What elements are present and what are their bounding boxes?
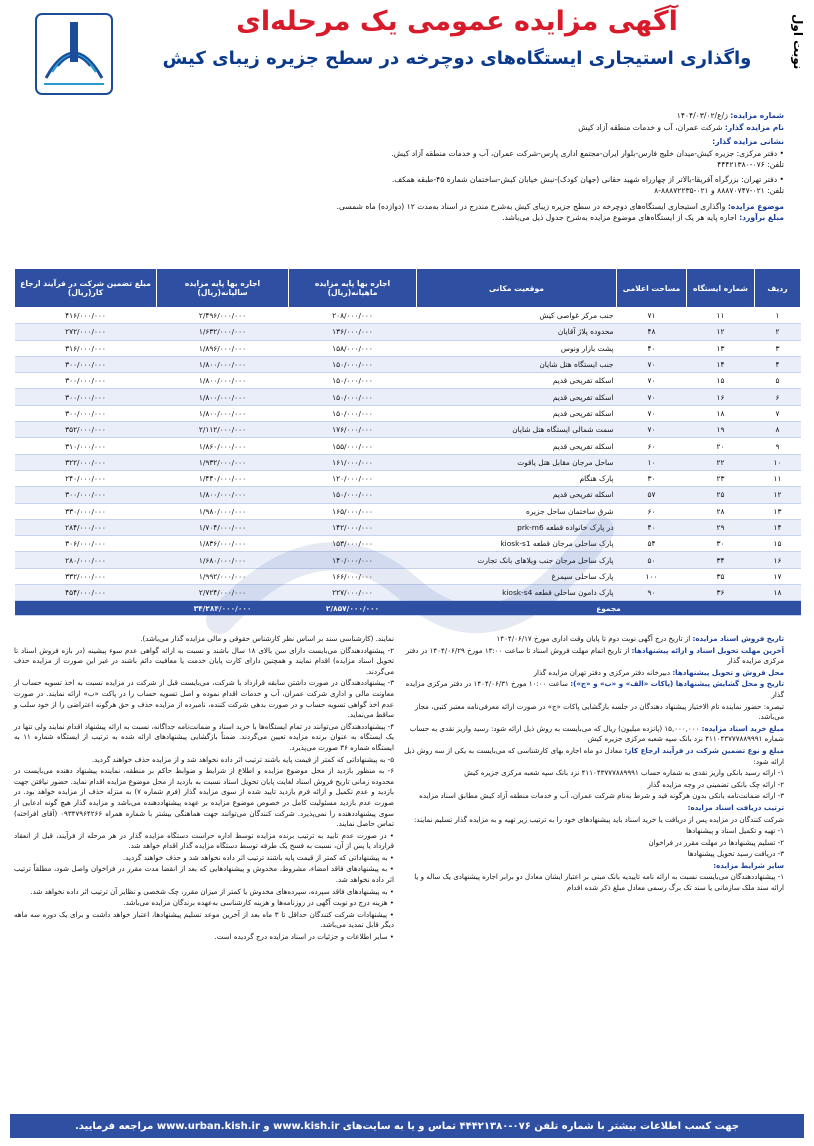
guarantee-amount-cell: ۲۷۲/۰۰۰/۰۰۰	[15, 324, 157, 340]
annual-rent-cell: ۱/۹۹۲/۰۰۰/۰۰۰	[157, 568, 289, 584]
area-cell: ۷۰	[617, 373, 687, 389]
station-number-cell: ۱۶	[687, 389, 755, 405]
area-cell: ۴۸	[617, 324, 687, 340]
auction-number: ز/ع/۱۴۰۴/۰۳/۰۲	[676, 111, 728, 120]
estimate-label: مبلغ برآورد:	[739, 213, 784, 222]
area-cell: ۱۰۰	[617, 568, 687, 584]
term-7: • در صورت عدم تایید به ترتیب برنده مزایده توسط اداره حراست دستگاه مزایده گذار در هر مرحله از فرآیند، قبل از انعقاد قرارداد یا پس از آن، نسبت به فسخ یک طرفه توسط دستگاه مزایده گذار اقدام خواهد شد.	[14, 830, 394, 851]
row-number-cell: ۱۴	[755, 519, 801, 535]
page-title: آگهی مزایده عمومی یک مرحله‌ای	[236, 6, 678, 37]
station-number-cell: ۲۹	[687, 519, 755, 535]
table-header-cell: اجاره بها پایه مزایده ماهیانه(ریال)	[289, 269, 417, 308]
row-number-cell: ۱۶	[755, 552, 801, 568]
annual-rent-cell: ۱/۹۳۲/۰۰۰/۰۰۰	[157, 454, 289, 470]
table-header-cell: مبلغ تضمین شرکت در فرآیند ارجاع کار(ریال)	[15, 269, 157, 308]
tehran-office-address: • دفتر تهران: بزرگراه آفریقا-بالاتر از چهارراه شهید حقانی (جهان کودک)-نبش خیابان کیش-ساختمان شماره ۴۵-طبقه همکف.	[391, 174, 784, 184]
table-header-cell: اجاره بها پایه مزایده سالیانه(ریال)	[157, 269, 289, 308]
station-number-cell: ۱۲	[687, 324, 755, 340]
table-row	[15, 389, 801, 405]
other-terms-1: ۱- پیشنهاددهندگان می‌بایست نسبت به ارائه نامه تاییدیه بانک مبنی بر اعتبار ایشان معادل دو برابر اجاره پیشنهادی یک ساله و یا ارائه سند ملک سازمانی یا سند تک برگ رسمی معادل مبلغ ذکر شده اقدام	[414, 872, 784, 893]
monthly-rent-cell: ۱۵۸/۰۰۰/۰۰۰	[289, 340, 417, 356]
table-row	[15, 405, 801, 421]
auctioneer-label: نام مزایده گذار:	[724, 122, 784, 132]
location-cell: اسکله تفریحی قدیم	[417, 405, 617, 421]
row-number-cell: ۱۱	[755, 470, 801, 486]
monthly-rent-cell: ۲۰۸/۰۰۰/۰۰۰	[289, 308, 417, 324]
area-cell: ۶۰	[617, 503, 687, 519]
monthly-rent-cell: ۱۶۵/۰۰۰/۰۰۰	[289, 503, 417, 519]
monthly-rent-cell: ۱۵۵/۰۰۰/۰۰۰	[289, 438, 417, 454]
row-number-cell: ۳	[755, 340, 801, 356]
station-number-cell: ۳۴	[687, 552, 755, 568]
area-cell: ۳۰	[617, 470, 687, 486]
annual-rent-cell: ۱/۸۶۰/۰۰۰/۰۰۰	[157, 438, 289, 454]
station-number-cell: ۳۶	[687, 585, 755, 601]
area-cell: ۷۰	[617, 422, 687, 438]
term-4: ۴- پیشنهاددهندگان می‌توانند در تمام ایستگاه‌ها با خرید اسناد و ضمانت‌نامه جداگانه، نسبت به ارائه پیشنهاد اقدام نمایند ولی تنها در یک ایستگاه به عنوان برنده مزایده تعیین می‌گردند. ضمناً بازگشایی پیشنهادهای ارائه شده به ترتیب از ایستگاه شماره ۱۱ به ایستگاه شماره ۳۶ صورت می‌پذیرد.	[14, 721, 394, 752]
guarantee-option-2: ۲- ارائه چک بانکی تضمینی در وجه مزایده گذار	[647, 779, 784, 789]
guarantee-amount-cell: ۲۴۰/۰۰۰/۰۰۰	[15, 470, 157, 486]
term-13: • سایر اطلاعات و جزئیات در اسناد مزایده درج گردیده است.	[214, 932, 394, 942]
annual-rent-cell: ۱/۸۳۶/۰۰۰/۰۰۰	[157, 536, 289, 552]
location-cell: اسکله تفریحی قدیم	[417, 487, 617, 503]
guarantee-amount-cell: ۳۰۰/۰۰۰/۰۰۰	[15, 356, 157, 372]
row-number-cell: ۱۸	[755, 585, 801, 601]
annual-rent-cell: ۱/۸۰۰/۰۰۰/۰۰۰	[157, 373, 289, 389]
company-logo	[16, 8, 132, 116]
opening-label: تاریخ و محل گشایش پیشنهادها (پاکات «الف» و «ب» و «ج»):	[570, 679, 784, 689]
guarantee-amount-cell: ۴۵۴/۰۰۰/۰۰۰	[15, 585, 157, 601]
table-row	[15, 422, 801, 438]
area-cell: ۵۷	[617, 487, 687, 503]
table-row	[15, 324, 801, 340]
table-row	[15, 503, 801, 519]
terms-left-column	[14, 634, 394, 944]
contact-footer: جهت کسب اطلاعات بیشتر با شماره تلفن ۰۷۶-۴۴۴۲۱۳۸۰ تماس و یا به سایت‌های www.kish.ir و www.urban.kish.ir مراجعه فرمایید.	[10, 1114, 804, 1138]
table-header-cell: شماره ایستگاه	[687, 269, 755, 308]
guarantee-amount-cell: ۳۳۲/۰۰۰/۰۰۰	[15, 568, 157, 584]
annual-rent-cell: ۲/۷۲۴/۰۰۰/۰۰۰	[157, 585, 289, 601]
total-annual: ۳۴/۲۸۴/۰۰۰/۰۰۰	[157, 601, 289, 616]
guarantee-amount-cell: ۲۸۴/۰۰۰/۰۰۰	[15, 519, 157, 535]
term-1-cont: نمایند. (کارشناسی سند بر اساس نظر کارشناس حقوقی و مالی مزایده گذار می‌باشد).	[140, 634, 394, 643]
area-cell: ۷۰	[617, 389, 687, 405]
monthly-rent-cell: ۱۵۰/۰۰۰/۰۰۰	[289, 373, 417, 389]
table-row	[15, 519, 801, 535]
row-number-cell: ۶	[755, 389, 801, 405]
term-2: ۲- پیشنهاددهندگان می‌بایست دارای سن بالای ۱۸ سال باشند و نسبت به ارائه گواهی عدم سوء پیشینه (در بازه فروش اسناد تا تحویل اسناد مزایده) اقدام نمایند و همچنین دارای کارت پایان خدمت یا معافیت دائم باشند در غیر این صورت از مزایده حذف می‌گردند.	[14, 645, 394, 676]
annual-rent-cell: ۱/۸۰۰/۰۰۰/۰۰۰	[157, 389, 289, 405]
address-label: نشانی مزایده گذار:	[712, 137, 784, 146]
table-body	[15, 308, 801, 616]
table-header-cell: ردیف	[755, 269, 801, 308]
guarantee-amount-cell: ۳۰۰/۰۰۰/۰۰۰	[15, 487, 157, 503]
station-number-cell: ۲۵	[687, 487, 755, 503]
term-6: ۶- به منظور بازدید از محل موضوع مزایده و اطلاع از شرایط و ضوابط حاکم بر منطقه، نماینده پیشنهاد دهنده می‌بایست در محدوده زمانی تاریخ فروش اسناد لغایت پایان تحویل اسناد نسبت به بازدید از محل موضوع مزایده اقدام نماید. حضور نیافتن جهت بازدید و عدم تکمیل و ارائه فرم بازدید تایید شده از سوی مزایده گذار (فرم شماره ۷) به منزله حذف از مزایده خواهد بود. در صورت عدم بازدید مسئولیت کامل در خصوص موضوع مزایده بر عهده پیشنهاددهنده می‌باشد و مزایده گذار هیچ گونه ادعایی از سوی پیشنهاددهنده را نمی‌پذیرد. شرکت کنندگان می‌توانند جهت هماهنگی بیشتر با شماره همراه ۰۹۳۴۷۹۶۴۲۶۶ (آقای افراخته) تماس حاصل نمایند.	[14, 766, 394, 829]
area-cell: ۷۱	[617, 308, 687, 324]
station-number-cell: ۲۲	[687, 454, 755, 470]
term-5: ۵- به پیشنهاداتی که کمتر از قیمت پایه باشند ترتیب اثر داده نخواهد شد و از مزایده حذف خواهند گردید.	[91, 754, 394, 764]
station-number-cell: ۱۹	[687, 422, 755, 438]
monthly-rent-cell: ۱۶۱/۰۰۰/۰۰۰	[289, 454, 417, 470]
area-cell: ۴۰	[617, 340, 687, 356]
sale-date-text: از تاریخ درج آگهی نوبت دوم تا پایان وقت اداری مورخ ۱۴۰۴/۰۶/۱۷	[496, 634, 691, 643]
annual-rent-cell: ۱/۸۰۰/۰۰۰/۰۰۰	[157, 487, 289, 503]
guarantee-amount-cell: ۴۱۶/۰۰۰/۰۰۰	[15, 308, 157, 324]
table-header-row	[15, 269, 801, 308]
guarantee-amount-cell: ۲۸۰/۰۰۰/۰۰۰	[15, 552, 157, 568]
table-row	[15, 373, 801, 389]
total-monthly: ۲/۸۵۷/۰۰۰/۰۰۰	[289, 601, 417, 616]
monthly-rent-cell: ۱۴۰/۰۰۰/۰۰۰	[289, 552, 417, 568]
opening-note: تبصره: حضور نماینده تام الاختیار پیشنهاد دهندگان در جلسه بازگشایی پاکات «ج» در صورت ارائه معرفی‌نامه معتبر کتبی، مجاز می‌باشد.	[414, 701, 784, 722]
guarantee-amount-cell: ۳۰۶/۰۰۰/۰۰۰	[15, 536, 157, 552]
monthly-rent-cell: ۲۲۷/۰۰۰/۰۰۰	[289, 585, 417, 601]
row-number-cell: ۱۲	[755, 487, 801, 503]
terms-right-column	[404, 634, 784, 895]
location-cell: پارک ساحلی سیمرغ	[417, 568, 617, 584]
annual-rent-cell: ۱/۴۴۰/۰۰۰/۰۰۰	[157, 470, 289, 486]
guarantee-text: معادل دو ماه اجاره بهای کارشناسی که می‌بایست به یکی از سه روش ذیل ارائه شود:	[404, 745, 784, 766]
annual-rent-cell: ۱/۸۹۶/۰۰۰/۰۰۰	[157, 340, 289, 356]
receipt-order-text: شرکت کنندگان در مزایده پس از دریافت یا خرید اسناد باید پیشنهادهای خود را به ترتیب زیر تهیه و به مزایده گذار تسلیم نمایند:	[414, 814, 784, 824]
station-number-cell: ۱۵	[687, 373, 755, 389]
table-row	[15, 568, 801, 584]
station-number-cell: ۲۳	[687, 470, 755, 486]
subject-text: واگذاری استیجاری ایستگاه‌های دوچرخه در سطح جزیره زیبای کیش به‌شرح مندرج در اسناد به‌مدت ۱۲ (دوازده) ماه شمسی.	[336, 201, 726, 211]
row-number-cell: ۱	[755, 308, 801, 324]
station-number-cell: ۲۸	[687, 503, 755, 519]
location-cell: پارک هنگام	[417, 470, 617, 486]
auction-info	[30, 110, 784, 224]
guarantee-option-1: ۱- ارائه رسید بانکی واریز نقدی به شماره حساب ۴۱۱۰۴۳۷۷۷۸۸۹۹۹۱ نزد بانک سپه شعبه مرکزی جزیره کیش	[464, 768, 784, 778]
table-row	[15, 585, 801, 601]
location-cell: شرق ساختمان ساحل جزیره	[417, 503, 617, 519]
area-cell: ۵۰	[617, 552, 687, 568]
annual-rent-cell: ۲/۱۱۲/۰۰۰/۰۰۰	[157, 422, 289, 438]
location-cell: پارک دامون ساحلی قطعه kiosk-s4	[417, 585, 617, 601]
location-cell: ساحل مرجان مقابل هتل یاقوت	[417, 454, 617, 470]
monthly-rent-cell: ۱۳۶/۰۰۰/۰۰۰	[289, 324, 417, 340]
location-cell: جنب ایستگاه هتل شایان	[417, 356, 617, 372]
annual-rent-cell: ۱/۶۸۰/۰۰۰/۰۰۰	[157, 552, 289, 568]
receipt-step-3: ۳- دریافت رسید تحویل پیشنهادها	[687, 849, 784, 859]
area-cell: ۷۰	[617, 405, 687, 421]
monthly-rent-cell: ۱۵۰/۰۰۰/۰۰۰	[289, 405, 417, 421]
guarantee-amount-cell: ۳۳۰/۰۰۰/۰۰۰	[15, 503, 157, 519]
term-9: • به پیشنهادهای فاقد امضاء، مشروط، مخدوش و پیشنهادهایی که بعد از انقضا مدت مقرر در فراخوان واصل شود، مطلقاً ترتیب اثر داده نخواهد شد.	[14, 864, 394, 885]
receipt-order-label: ترتیب دریافت اسناد مزایده:	[687, 802, 784, 812]
guarantee-amount-cell: ۳۲۲/۰۰۰/۰۰۰	[15, 454, 157, 470]
station-number-cell: ۱۴	[687, 356, 755, 372]
area-cell: ۵۴	[617, 536, 687, 552]
guarantee-option-3: ۳- ارائه ضمانت‌نامه بانکی بدون هرگونه قید و شرط به‌نام شرکت عمران، آب و خدمات منطقه آزاد کیش مطابق اسناد مزایده	[419, 791, 784, 801]
term-11: • هزینه درج دو نوبت آگهی در روزنامه‌ها و هزینه کارشناسی به‌عهده برندگان مزایده می‌باشد.	[123, 898, 394, 908]
monthly-rent-cell: ۱۵۰/۰۰۰/۰۰۰	[289, 356, 417, 372]
monthly-rent-cell: ۱۷۶/۰۰۰/۰۰۰	[289, 422, 417, 438]
term-8: • به پیشنهاداتی که کمتر از قیمت پایه باشند ترتیب اثر داده نخواهد شد و حذف خواهند گردید.	[123, 852, 394, 862]
table-row	[15, 308, 801, 324]
monthly-rent-cell: ۱۲۰/۰۰۰/۰۰۰	[289, 470, 417, 486]
monthly-rent-cell: ۱۵۰/۰۰۰/۰۰۰	[289, 389, 417, 405]
doc-price-label: مبلغ خرید اسناد مزایده:	[701, 723, 784, 733]
monthly-rent-cell: ۱۴۲/۰۰۰/۰۰۰	[289, 519, 417, 535]
location-cell: محدوده پلاژ آقایان	[417, 324, 617, 340]
sale-date-label: تاریخ فروش اسناد مزایده:	[692, 634, 784, 643]
station-number-cell: ۳۵	[687, 568, 755, 584]
row-number-cell: ۷	[755, 405, 801, 421]
station-number-cell: ۱۱	[687, 308, 755, 324]
guarantee-amount-cell: ۳۰۰/۰۰۰/۰۰۰	[15, 373, 157, 389]
term-10: • به پیشنهادهای فاقد سپرده، سپرده‌های مخدوش یا کمتر از میزان مقرر، چک شخصی و نظایر آن ترتیب اثر داده نخواهد شد.	[30, 886, 394, 896]
page-subtitle: واگذاری استیجاری ایستگاه‌های دوچرخه در سطح جزیره زیبای کیش	[162, 48, 752, 69]
table-row	[15, 340, 801, 356]
term-3: ۳- پیشنهاددهندگان در صورت داشتن سابقه قرارداد با شرکت، می‌بایست قبل از شرکت در مزایده نسبت به اخذ تسویه حساب از معاونت مالی و اداری شرکت عمران، آب و خدمات اقدام نموده و اصل تسویه حساب را در پاکت «ب» ارائه نمایند. در صورت عدم اخذ گواهی تسویه حساب و در صورت بدهی شرکت کننده، نامبرده از مزایده حذف و حق هرگونه اعتراضی را از خود سلب و ساقط می‌نماید.	[14, 678, 394, 720]
estimate-text: اجاره پایه هر یک از ایستگاه‌های موضوع مزایده به‌شرح جدول ذیل می‌باشد.	[502, 213, 737, 222]
table-row	[15, 470, 801, 486]
tehran-office-phone: تلفن: ۰۲۱-۸۸۸۷۰۷۴۷ و ۰۲۱-۸۸۸۷۲۲۳۵-۸	[654, 186, 784, 195]
row-number-cell: ۹	[755, 438, 801, 454]
location-cell: اسکله تفریحی قدیم	[417, 373, 617, 389]
guarantee-amount-cell: ۳۵۲/۰۰۰/۰۰۰	[15, 422, 157, 438]
location-cell: پارک ساحلی مرجان قطعه kiosk-s1	[417, 536, 617, 552]
guarantee-amount-cell: ۳۱۶/۰۰۰/۰۰۰	[15, 340, 157, 356]
opening-text: ساعت ۱۰:۰۰ مورخ ۱۴۰۴/۰۶/۳۱ در دفتر مرکزی مزایده گذار	[405, 679, 784, 699]
annual-rent-cell: ۲/۴۹۶/۰۰۰/۰۰۰	[157, 308, 289, 324]
auctioneer-name: شرکت عمران، آب و خدمات منطقه آزاد کیش	[578, 122, 723, 132]
annual-rent-cell: ۱/۸۰۰/۰۰۰/۰۰۰	[157, 405, 289, 421]
table-row	[15, 552, 801, 568]
receipt-step-2: ۲- تسلیم پیشنهادها در مهلت مقرر در فراخوان	[648, 837, 784, 847]
edition-badge: نوبت اول	[791, 14, 805, 70]
stations-table	[14, 268, 801, 616]
row-number-cell: ۴	[755, 356, 801, 372]
station-number-cell: ۲۰	[687, 438, 755, 454]
row-number-cell: ۸	[755, 422, 801, 438]
location-cell: اسکله تفریحی قدیم	[417, 389, 617, 405]
guarantee-label: مبلغ و نوع تضمین شرکت در فرآیند ارجاع کار:	[624, 745, 784, 755]
guarantee-amount-cell: ۳۰۰/۰۰۰/۰۰۰	[15, 405, 157, 421]
table-header-cell: موقعیت مکانی	[417, 269, 617, 308]
area-cell: ۴۰	[617, 519, 687, 535]
location-cell: سمت شمالی ایستگاه هتل شایان	[417, 422, 617, 438]
table-row	[15, 454, 801, 470]
row-number-cell: ۵	[755, 373, 801, 389]
table-total-row	[15, 601, 801, 616]
guarantee-amount-cell: ۳۰۰/۰۰۰/۰۰۰	[15, 389, 157, 405]
table-row	[15, 487, 801, 503]
guarantee-amount-cell: ۳۱۰/۰۰۰/۰۰۰	[15, 438, 157, 454]
area-cell: ۷۰	[617, 356, 687, 372]
area-cell: ۱۰	[617, 454, 687, 470]
table-row	[15, 356, 801, 372]
table-header-cell: مساحت اعلامی	[617, 269, 687, 308]
area-cell: ۹۰	[617, 585, 687, 601]
delivery-place-text: دبیرخانه دفتر مرکزی و دفتر تهران مزایده گذار	[533, 667, 671, 677]
location-cell: پارک ساحل مرجان جنب ویلاهای بانک تجارت	[417, 552, 617, 568]
head-office-address: • دفتر مرکزی: جزیره کیش-میدان خلیج فارس-بلوار ایران-مجتمع اداری پارس-شرکت عمران، آب و خدمات منطقه آزاد کیش.	[391, 148, 784, 158]
table-row	[15, 536, 801, 552]
deadline-text: از تاریخ اتمام مهلت فروش اسناد تا ساعت ۱۳:۰۰ مورخ ۱۴۰۴/۰۶/۲۹ در دفتر مرکزی مزایده گذار	[405, 645, 784, 666]
total-empty-cell	[15, 601, 157, 616]
location-cell: پشت بازار ونوس	[417, 340, 617, 356]
monthly-rent-cell: ۱۵۳/۰۰۰/۰۰۰	[289, 536, 417, 552]
location-cell: در پارک خانواده قطعه prk-m6	[417, 519, 617, 535]
subject-label: موضوع مزایده:	[727, 201, 784, 211]
location-cell: اسکله تفریحی قدیم	[417, 438, 617, 454]
station-number-cell: ۳۰	[687, 536, 755, 552]
other-terms-label: سایر شرایط مزایده:	[713, 860, 784, 870]
monthly-rent-cell: ۱۶۶/۰۰۰/۰۰۰	[289, 568, 417, 584]
deadline-label: آخرین مهلت تحویل اسناد و ارائه پیشنهادها:	[631, 645, 784, 655]
auction-number-label: شماره مزایده:	[730, 111, 784, 120]
table-row	[15, 438, 801, 454]
receipt-step-1: ۱- تهیه و تکمیل اسناد و پیشنهادها	[686, 826, 784, 836]
location-cell: جنب مرکز غواصی کیش	[417, 308, 617, 324]
annual-rent-cell: ۱/۷۰۴/۰۰۰/۰۰۰	[157, 519, 289, 535]
monthly-rent-cell: ۱۵۰/۰۰۰/۰۰۰	[289, 487, 417, 503]
station-number-cell: ۱۸	[687, 405, 755, 421]
row-number-cell: ۱۰	[755, 454, 801, 470]
row-number-cell: ۱۷	[755, 568, 801, 584]
delivery-place-label: محل فروش و تحویل پیشنهادها:	[672, 667, 784, 677]
annual-rent-cell: ۱/۶۳۲/۰۰۰/۰۰۰	[157, 324, 289, 340]
row-number-cell: ۱۵	[755, 536, 801, 552]
row-number-cell: ۱۳	[755, 503, 801, 519]
station-number-cell: ۱۳	[687, 340, 755, 356]
head-office-phone: تلفن: ۰۷۶-۴۴۴۲۱۳۸۰	[717, 160, 784, 169]
term-12: • پیشنهادات شرکت کنندگان حداقل تا ۳ ماه بعد از آخرین موعد تسلیم پیشنهادها، اعتبار خواهد داشت و برای یک دوره سه ماهه دیگر قابل تمدید می‌باشد.	[14, 909, 394, 930]
total-label: مجموع	[417, 601, 801, 616]
annual-rent-cell: ۱/۹۸۰/۰۰۰/۰۰۰	[157, 503, 289, 519]
area-cell: ۶۰	[617, 438, 687, 454]
doc-price-text: ۱۵,۰۰۰,۰۰۰ (پانزده میلیون) ریال که می‌بایست به روش ذیل ارائه شود: رسید واریز نقدی به حساب شماره ۴۱۱۰۴۳۷۷۷۸۸۹۹۹۱ نزد بانک سپه شعبه مرکزی جزیره کیش	[409, 723, 784, 744]
annual-rent-cell: ۱/۸۰۰/۰۰۰/۰۰۰	[157, 356, 289, 372]
row-number-cell: ۲	[755, 324, 801, 340]
